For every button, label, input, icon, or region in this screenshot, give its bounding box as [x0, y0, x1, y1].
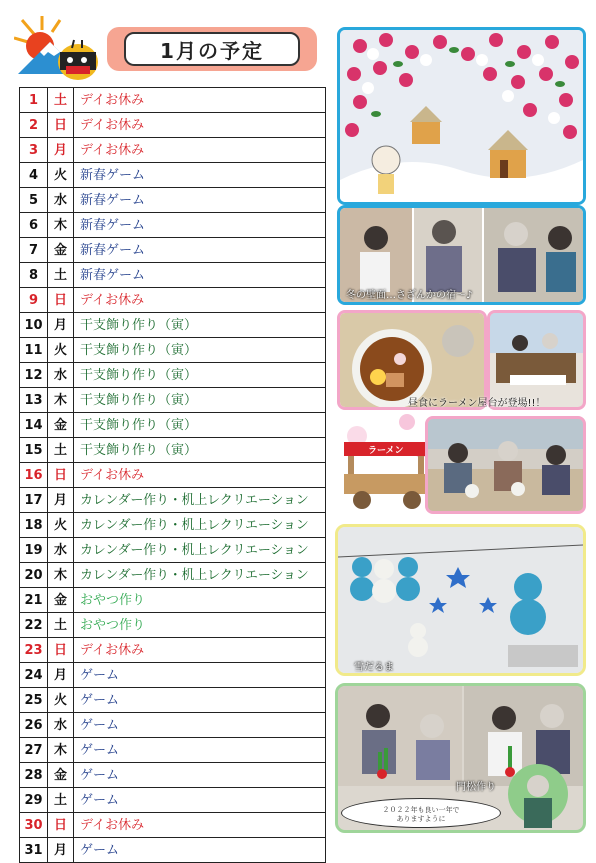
- schedule-row: [20, 688, 326, 713]
- schedule-weekday: 木: [48, 738, 74, 763]
- schedule-event: カレンダー作り・机上レクリエーション: [74, 488, 326, 513]
- wall-caption: 冬の壁面…さざんかの宿～♪: [346, 290, 473, 301]
- schedule-row: [20, 388, 326, 413]
- schedule-event: デイお休み: [74, 638, 326, 663]
- schedule-row: [20, 113, 326, 138]
- schedule-row: [20, 213, 326, 238]
- schedule-day: 17: [20, 488, 48, 513]
- schedule-event: デイお休み: [74, 813, 326, 838]
- schedule-day: 23: [20, 638, 48, 663]
- schedule-event: ゲーム: [74, 763, 326, 788]
- schedule-event: 干支飾り作り（寅）: [74, 338, 326, 363]
- schedule-day: 15: [20, 438, 48, 463]
- schedule-day: 5: [20, 188, 48, 213]
- wish-line-2: ありますように: [396, 815, 446, 823]
- schedule-event: おやつ作り: [74, 588, 326, 613]
- schedule-event: 新春ゲーム: [74, 188, 326, 213]
- schedule-row: [20, 613, 326, 638]
- schedule-row: [20, 713, 326, 738]
- schedule-row: [20, 338, 326, 363]
- schedule-day: 21: [20, 588, 48, 613]
- schedule-row: [20, 513, 326, 538]
- wall-decoration-photo: [337, 27, 586, 205]
- schedule-row: [20, 538, 326, 563]
- schedule-weekday: 日: [48, 113, 74, 138]
- schedule-weekday: 水: [48, 363, 74, 388]
- schedule-row: [20, 163, 326, 188]
- schedule-event: デイお休み: [74, 113, 326, 138]
- schedule-event: ゲーム: [74, 788, 326, 813]
- kadomatsu-caption: 門松作り: [456, 782, 496, 793]
- schedule-event: カレンダー作り・机上レクリエーション: [74, 513, 326, 538]
- ramen-stall-illustration: [340, 440, 432, 510]
- schedule-event: 新春ゲーム: [74, 263, 326, 288]
- wish-line-1: ２０２２年も良い一年で: [382, 806, 460, 814]
- schedule-row: [20, 488, 326, 513]
- schedule-row: [20, 288, 326, 313]
- schedule-day: 29: [20, 788, 48, 813]
- schedule-weekday: 水: [48, 713, 74, 738]
- page-title: 1月の予定: [124, 32, 300, 66]
- schedule-row: [20, 563, 326, 588]
- schedule-day: 2: [20, 113, 48, 138]
- new-year-illustration: [14, 16, 104, 84]
- schedule-day: 14: [20, 413, 48, 438]
- ramen-caption: 昼食にラーメン屋台が登場!!！: [408, 398, 546, 409]
- residents-crafting-photo: [337, 205, 586, 305]
- tiger-icon: [58, 40, 98, 80]
- schedule-row: [20, 438, 326, 463]
- ramen-stall-sign: ラーメン: [368, 446, 404, 456]
- schedule-row: [20, 463, 326, 488]
- schedule-weekday: 土: [48, 88, 74, 113]
- schedule-event: ゲーム: [74, 663, 326, 688]
- schedule-weekday: 木: [48, 213, 74, 238]
- schedule-row: [20, 88, 326, 113]
- schedule-weekday: 金: [48, 413, 74, 438]
- schedule-row: [20, 738, 326, 763]
- schedule-event: 干支飾り作り（寅）: [74, 313, 326, 338]
- schedule-row: [20, 663, 326, 688]
- schedule-row: [20, 188, 326, 213]
- schedule-day: 28: [20, 763, 48, 788]
- schedule-day: 1: [20, 88, 48, 113]
- schedule-event: 干支飾り作り（寅）: [74, 388, 326, 413]
- schedule-event: 干支飾り作り（寅）: [74, 413, 326, 438]
- schedule-weekday: 月: [48, 838, 74, 863]
- schedule-event: カレンダー作り・机上レクリエーション: [74, 563, 326, 588]
- schedule-row: [20, 788, 326, 813]
- schedule-day: 9: [20, 288, 48, 313]
- schedule-row: [20, 763, 326, 788]
- schedule-day: 19: [20, 538, 48, 563]
- schedule-day: 26: [20, 713, 48, 738]
- schedule-event: カレンダー作り・机上レクリエーション: [74, 538, 326, 563]
- schedule-day: 8: [20, 263, 48, 288]
- schedule-event: おやつ作り: [74, 613, 326, 638]
- schedule-event: デイお休み: [74, 138, 326, 163]
- schedule-row: [20, 363, 326, 388]
- schedule-table: [19, 87, 326, 863]
- schedule-weekday: 金: [48, 238, 74, 263]
- schedule-day: 3: [20, 138, 48, 163]
- wish-speech-bubble: [341, 798, 501, 828]
- schedule-row: [20, 813, 326, 838]
- schedule-weekday: 木: [48, 388, 74, 413]
- schedule-weekday: 火: [48, 688, 74, 713]
- schedule-day: 27: [20, 738, 48, 763]
- schedule-day: 13: [20, 388, 48, 413]
- schedule-row: [20, 638, 326, 663]
- schedule-event: 新春ゲーム: [74, 238, 326, 263]
- schedule-day: 12: [20, 363, 48, 388]
- schedule-row: [20, 313, 326, 338]
- schedule-day: 10: [20, 313, 48, 338]
- schedule-weekday: 火: [48, 513, 74, 538]
- schedule-weekday: 火: [48, 163, 74, 188]
- schedule-event: デイお休み: [74, 288, 326, 313]
- schedule-day: 6: [20, 213, 48, 238]
- schedule-row: [20, 588, 326, 613]
- schedule-event: 干支飾り作り（寅）: [74, 363, 326, 388]
- schedule-day: 18: [20, 513, 48, 538]
- schedule-day: 20: [20, 563, 48, 588]
- schedule-weekday: 金: [48, 588, 74, 613]
- schedule-row: [20, 838, 326, 863]
- schedule-weekday: 日: [48, 288, 74, 313]
- snowman-caption: 雪だるま: [354, 662, 394, 673]
- schedule-event: ゲーム: [74, 688, 326, 713]
- schedule-event: ゲーム: [74, 738, 326, 763]
- schedule-event: ゲーム: [74, 713, 326, 738]
- schedule-day: 25: [20, 688, 48, 713]
- schedule-day: 4: [20, 163, 48, 188]
- schedule-event: 干支飾り作り（寅）: [74, 438, 326, 463]
- schedule-weekday: 日: [48, 463, 74, 488]
- ramen-eating-photo: [425, 416, 586, 514]
- schedule-day: 7: [20, 238, 48, 263]
- schedule-weekday: 月: [48, 138, 74, 163]
- schedule-weekday: 日: [48, 638, 74, 663]
- schedule-weekday: 火: [48, 338, 74, 363]
- schedule-weekday: 土: [48, 438, 74, 463]
- snowman-ornaments-photo: [335, 524, 586, 676]
- schedule-weekday: 月: [48, 663, 74, 688]
- schedule-event: デイお休み: [74, 463, 326, 488]
- schedule-row: [20, 238, 326, 263]
- schedule-row: [20, 263, 326, 288]
- schedule-weekday: 土: [48, 613, 74, 638]
- schedule-weekday: 木: [48, 563, 74, 588]
- schedule-day: 11: [20, 338, 48, 363]
- schedule-day: 22: [20, 613, 48, 638]
- schedule-day: 30: [20, 813, 48, 838]
- schedule-weekday: 日: [48, 813, 74, 838]
- schedule-weekday: 月: [48, 488, 74, 513]
- schedule-weekday: 金: [48, 763, 74, 788]
- schedule-row: [20, 413, 326, 438]
- schedule-day: 31: [20, 838, 48, 863]
- schedule-event: デイお休み: [74, 88, 326, 113]
- schedule-day: 16: [20, 463, 48, 488]
- schedule-weekday: 水: [48, 188, 74, 213]
- schedule-weekday: 土: [48, 263, 74, 288]
- schedule-event: 新春ゲーム: [74, 163, 326, 188]
- schedule-weekday: 水: [48, 538, 74, 563]
- schedule-row: [20, 138, 326, 163]
- schedule-weekday: 土: [48, 788, 74, 813]
- schedule-event: ゲーム: [74, 838, 326, 863]
- schedule-event: 新春ゲーム: [74, 213, 326, 238]
- schedule-day: 24: [20, 663, 48, 688]
- schedule-weekday: 月: [48, 313, 74, 338]
